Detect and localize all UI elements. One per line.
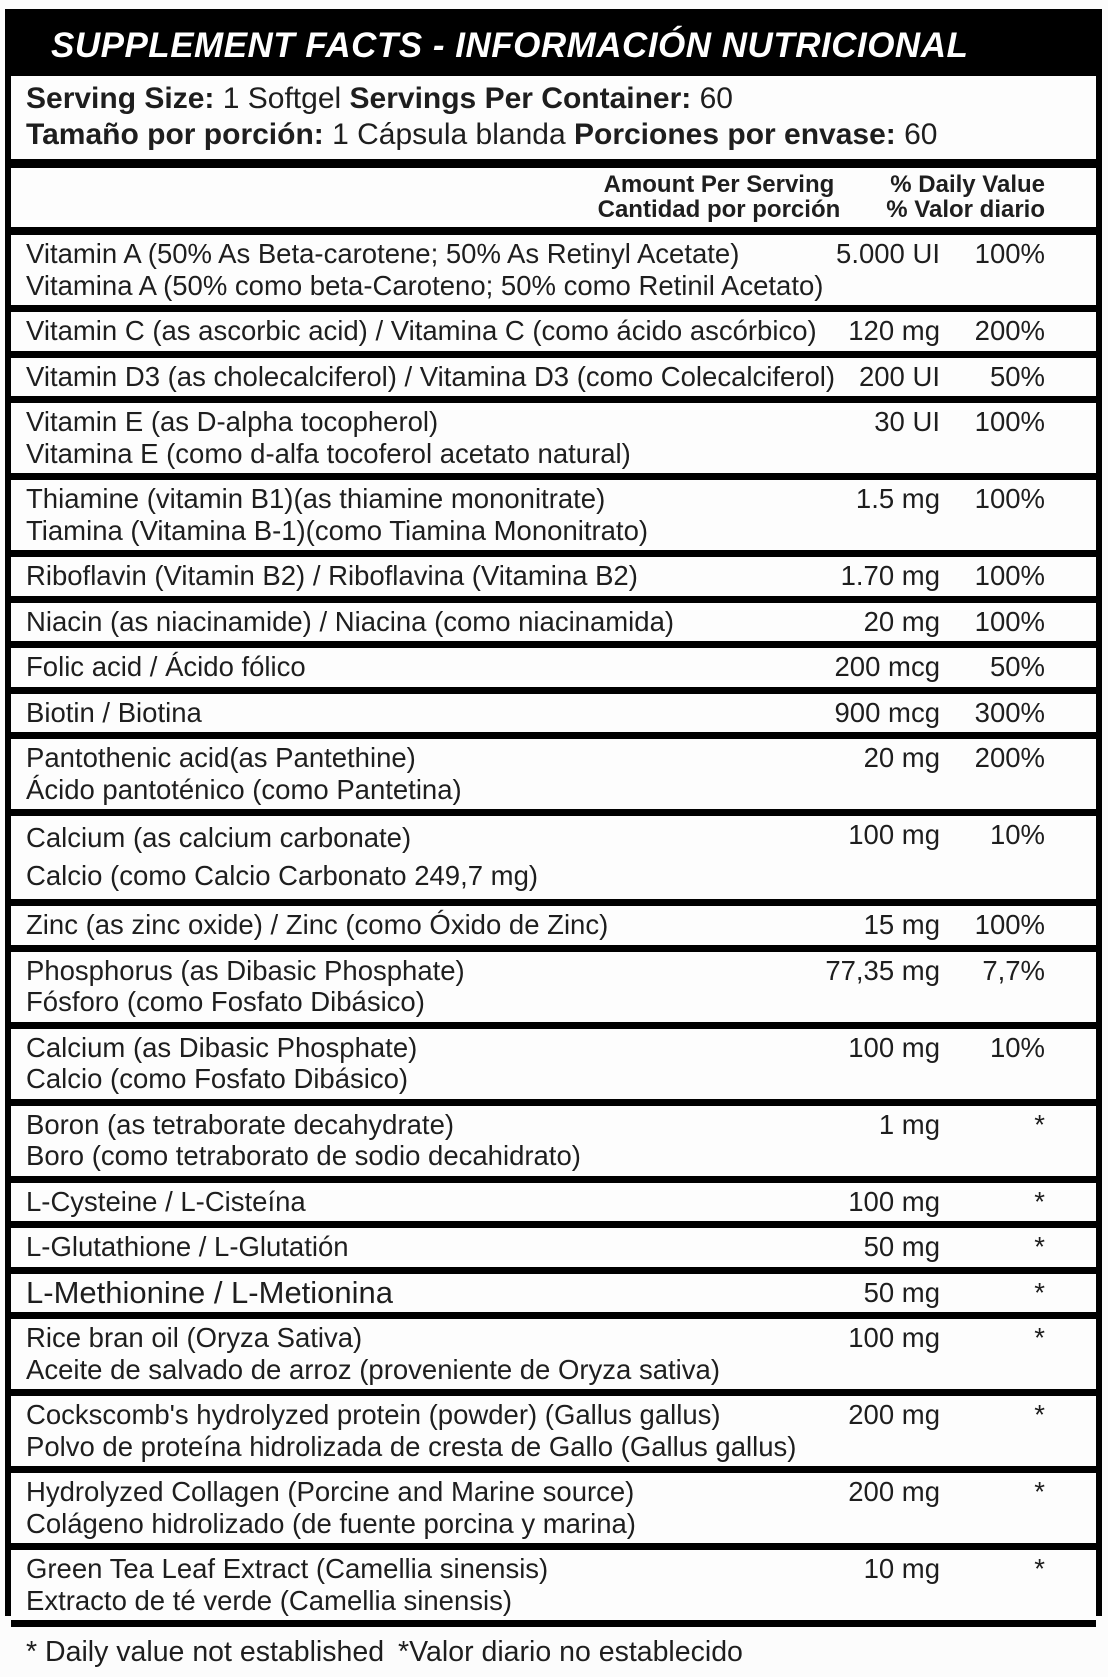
table-row — [11, 358, 1096, 404]
ingredient-rows — [11, 235, 1096, 1627]
dv-header-es: % Valor diario — [886, 196, 1045, 223]
amount-value: 10 mg — [863, 1553, 940, 1584]
ingredient-line: Boro (como tetraborato de sodio decahidrato) — [26, 1140, 581, 1171]
serving-size-label: Serving Size: — [26, 82, 215, 115]
ingredient-line: Phosphorus (as Dibasic Phosphate) — [26, 954, 465, 986]
table-row — [11, 952, 1096, 1029]
amount-value: 20 mg — [863, 605, 940, 637]
amount-value: 900 mcg — [834, 696, 940, 728]
table-row — [11, 1106, 1096, 1183]
daily-value: 100% — [974, 483, 1045, 514]
ingredient-line: Zinc (as zinc oxide) / Zinc (como Óxido de Zinc) — [26, 909, 609, 940]
dv-header-en: % Daily Value — [890, 171, 1045, 198]
amount-value: 15 mg — [863, 909, 940, 940]
amount-column-header — [598, 172, 841, 222]
table-row — [11, 1029, 1096, 1106]
amount-value: 200 mg — [848, 1399, 940, 1430]
servings-per-container-value: 60 — [699, 82, 733, 115]
daily-value: * — [1034, 1231, 1045, 1262]
table-row — [11, 1183, 1096, 1229]
table-row — [11, 312, 1096, 358]
daily-value: * — [1034, 1399, 1045, 1430]
amount-value: 5.000 UI — [836, 238, 940, 269]
table-row — [11, 1274, 1096, 1320]
table-row — [11, 603, 1096, 649]
serving-line-es — [26, 117, 1082, 153]
table-row — [11, 1228, 1096, 1274]
ingredient-line: Ácido pantoténico (como Pantetina) — [26, 773, 462, 805]
table-row — [11, 739, 1096, 816]
table-row — [11, 1473, 1096, 1550]
footnote-es: *Valor diario no establecido — [398, 1636, 743, 1668]
ingredient-line: Thiamine (vitamin B1)(as thiamine mononitrate) — [26, 483, 606, 514]
amount-value: 120 mg — [848, 315, 940, 346]
table-row — [11, 1396, 1096, 1473]
ingredient-line: L-Glutathione / L-Glutatión — [26, 1231, 349, 1262]
ingredient-line: Folic acid / Ácido fólico — [26, 651, 306, 682]
table-row — [11, 480, 1096, 557]
ingredient-line: Hydrolyzed Collagen (Porcine and Marine source) — [26, 1476, 635, 1507]
daily-value-footnote — [11, 1627, 1096, 1677]
servings-per-container-value-es: 60 — [904, 118, 938, 151]
amount-header-en: Amount Per Serving — [603, 171, 835, 198]
ingredient-line: Calcium (as calcium carbonate) — [26, 822, 412, 853]
ingredient-line: Cockscomb's hydrolyzed protein (powder) (Gallus gallus) — [26, 1399, 721, 1430]
ingredient-line: Polvo de proteína hidrolizada de cresta de Gallo (Gallus gallus) — [26, 1430, 797, 1462]
amount-value: 100 mg — [848, 1322, 940, 1353]
amount-value: 200 mcg — [834, 651, 940, 682]
daily-value: 50% — [989, 360, 1045, 392]
servings-per-container-label-es: Porciones por envase: — [573, 118, 896, 151]
ingredient-line: Calcio (como Fosfato Dibásico) — [26, 1063, 409, 1094]
ingredient-line: Vitamin D3 (as cholecalciferol) / Vitamina D3 (como Colecalciferol) — [26, 360, 836, 392]
ingredient-line: Vitamina A (50% como beta-Caroteno; 50% como Retinil Acetato) — [26, 269, 824, 301]
ingredient-line: Vitamin E (as D-alpha tocopherol) — [26, 406, 439, 437]
daily-value: * — [1034, 1276, 1045, 1308]
daily-value: * — [1034, 1322, 1045, 1353]
ingredient-line: Vitamina E (como d-alfa tocoferol acetato natural) — [26, 437, 631, 469]
amount-value: 1 mg — [878, 1108, 940, 1140]
daily-value: 100% — [974, 406, 1045, 437]
amount-value: 100 mg — [848, 819, 940, 850]
amount-value: 200 UI — [858, 360, 940, 392]
ingredient-line: Boron (as tetraborate decahydrate) — [26, 1108, 455, 1140]
serving-line-en — [26, 81, 1082, 117]
daily-value: 50% — [989, 651, 1045, 682]
daily-value: * — [1034, 1108, 1045, 1140]
daily-value: 200% — [974, 315, 1045, 346]
table-row — [11, 1319, 1096, 1396]
amount-value: 50 mg — [863, 1276, 940, 1308]
ingredient-line: L-Cysteine / L-Cisteína — [26, 1185, 306, 1217]
table-row — [11, 235, 1096, 312]
amount-value: 20 mg — [863, 742, 940, 773]
daily-value: 300% — [974, 696, 1045, 728]
daily-value: * — [1034, 1476, 1045, 1507]
amount-value: 100 mg — [848, 1185, 940, 1217]
daily-value: 10% — [989, 819, 1045, 850]
table-row — [11, 557, 1096, 603]
ingredient-line: Pantothenic acid(as Pantethine) — [26, 742, 416, 773]
ingredient-line: Vitamin A (50% As Beta-carotene; 50% As Retinyl Acetate) — [26, 238, 740, 269]
label-title: SUPPLEMENT FACTS - INFORMACIÓN NUTRICIONAL — [11, 15, 1096, 76]
ingredient-line: L-Methionine / L-Metionina — [26, 1274, 394, 1310]
amount-value: 1.5 mg — [855, 483, 940, 514]
amount-value: 50 mg — [863, 1231, 940, 1262]
amount-value: 30 UI — [874, 406, 940, 437]
ingredient-line: Colágeno hidrolizado (de fuente porcina y marina) — [26, 1507, 636, 1539]
ingredient-line: Niacin (as niacinamide) / Niacina (como niacinamida) — [26, 605, 675, 637]
daily-value: * — [1034, 1553, 1045, 1584]
serving-size-value: 1 Softgel — [222, 82, 342, 115]
serving-size-label-es: Tamaño por porción: — [26, 118, 324, 151]
daily-value: 100% — [974, 238, 1045, 269]
daily-value: 100% — [974, 909, 1045, 940]
table-row — [11, 816, 1096, 906]
table-row — [11, 403, 1096, 480]
serving-info — [11, 76, 1096, 168]
ingredient-line: Green Tea Leaf Extract (Camellia sinensis) — [26, 1553, 549, 1584]
amount-value: 100 mg — [848, 1031, 940, 1063]
table-row — [11, 694, 1096, 740]
daily-value: 200% — [974, 742, 1045, 773]
ingredient-line: Riboflavin (Vitamin B2) / Riboflavina (Vitamina B2) — [26, 560, 638, 591]
ingredient-line: Tiamina (Vitamina B-1)(como Tiamina Mononitrato) — [26, 514, 649, 546]
table-row — [11, 906, 1096, 952]
amount-header-es: Cantidad por porción — [597, 196, 841, 223]
ingredient-line: Vitamin C (as ascorbic acid) / Vitamina C (como ácido ascórbico) — [26, 315, 817, 346]
amount-value: 200 mg — [848, 1476, 940, 1507]
ingredient-line: Calcium (as Dibasic Phosphate) — [26, 1031, 418, 1063]
amount-value: 77,35 mg — [825, 954, 940, 986]
daily-value-column-header — [886, 172, 1096, 222]
daily-value: * — [1034, 1185, 1045, 1217]
daily-value: 7,7% — [982, 954, 1045, 986]
ingredient-line: Biotin / Biotina — [26, 696, 202, 728]
ingredient-line: Fósforo (como Fosfato Dibásico) — [26, 986, 425, 1017]
daily-value: 100% — [974, 560, 1045, 591]
table-row — [11, 648, 1096, 694]
amount-value: 1.70 mg — [840, 560, 940, 591]
ingredient-line: Extracto de té verde (Camellia sinensis) — [26, 1584, 513, 1616]
supplement-facts-label — [5, 9, 1102, 1668]
serving-size-value-es: 1 Cápsula blanda — [332, 118, 566, 151]
table-row — [11, 1550, 1096, 1627]
column-headers — [11, 168, 1096, 235]
ingredient-line: Rice bran oil (Oryza Sativa) — [26, 1322, 363, 1353]
servings-per-container-label: Servings Per Container: — [349, 82, 692, 115]
footnote-en: * Daily value not established — [26, 1636, 385, 1668]
daily-value: 100% — [974, 605, 1045, 637]
ingredient-line: Aceite de salvado de arroz (proveniente de Oryza sativa) — [26, 1353, 720, 1385]
ingredient-line: Calcio (como Calcio Carbonato 249,7 mg) — [26, 860, 539, 891]
daily-value: 10% — [989, 1031, 1045, 1063]
